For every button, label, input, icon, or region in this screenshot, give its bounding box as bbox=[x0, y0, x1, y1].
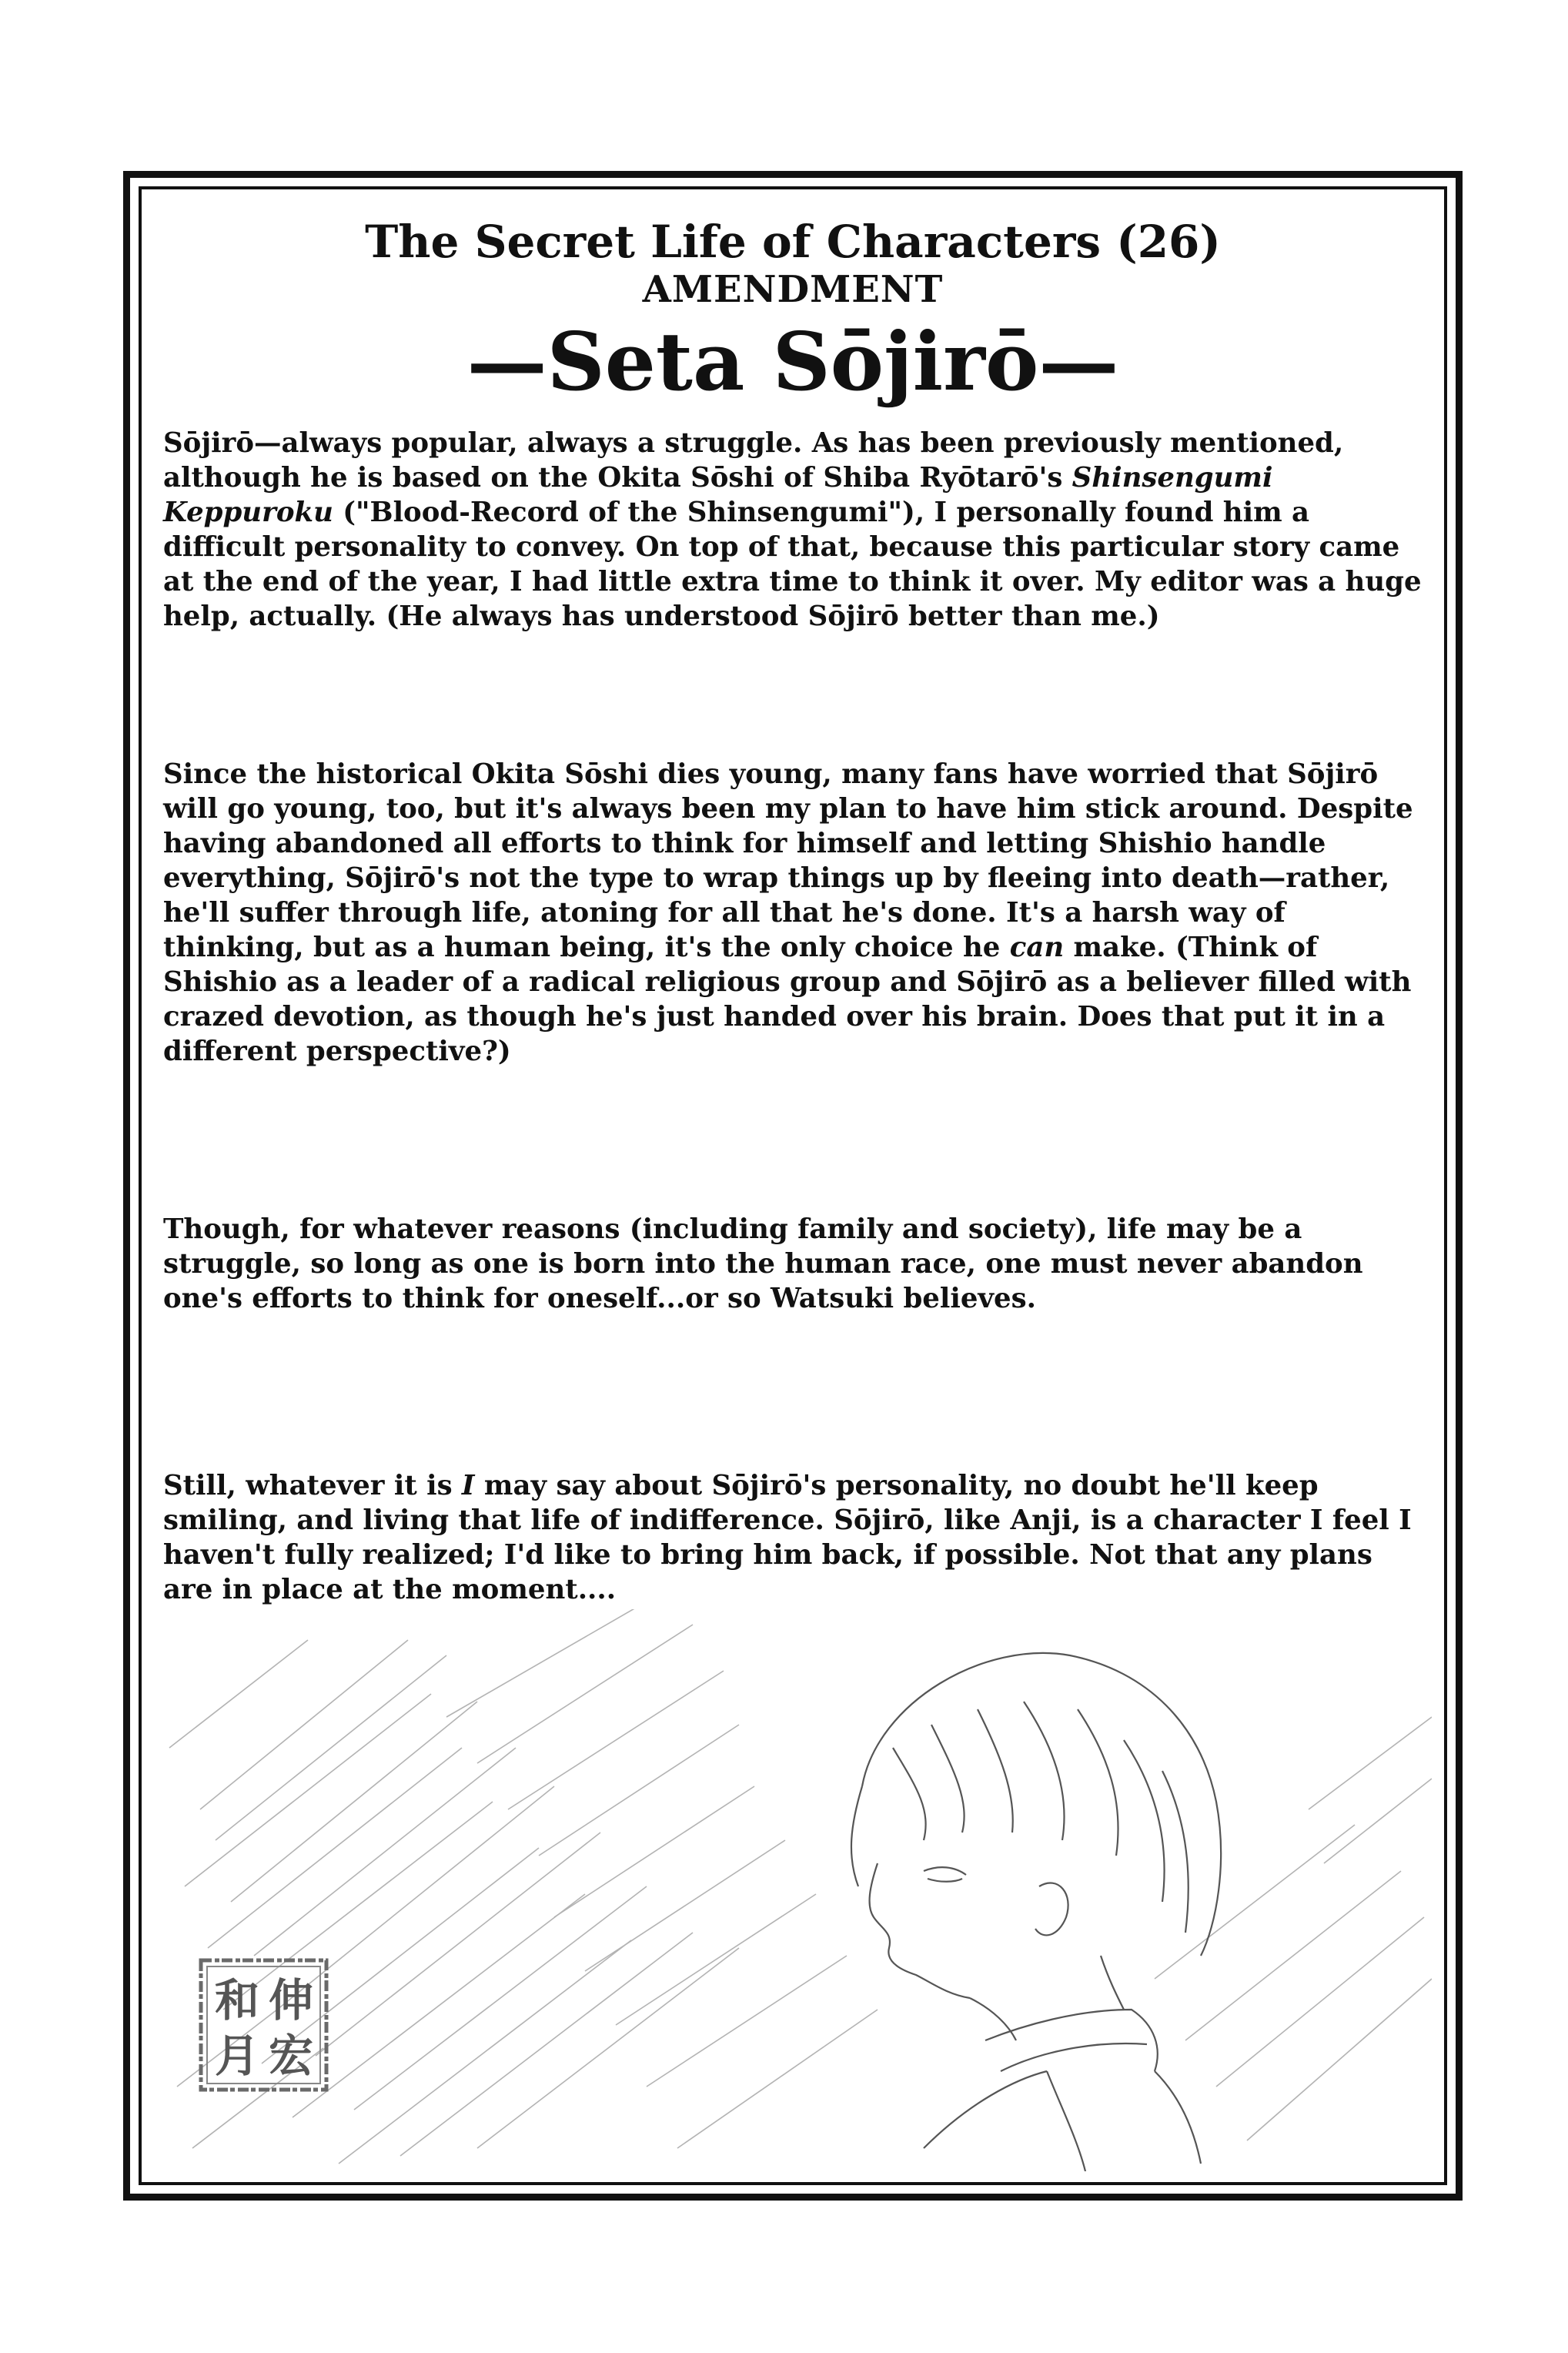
character-sketch bbox=[154, 1609, 1432, 2171]
subtitle: AMENDMENT bbox=[642, 268, 944, 311]
paragraph-2 bbox=[163, 757, 1426, 1069]
paragraph-3-text: Though, for whatever reasons (including family and society), life may be a struggle, so long as one is born into the human race, one must never abandon one's efforts to think for oneself...or so Watsuki believes. bbox=[163, 1213, 1363, 1314]
seal-glyph-3: 宏 bbox=[269, 2030, 314, 2082]
paragraph-4-emphasis: I bbox=[461, 1470, 475, 1501]
paragraph-2-emphasis: can bbox=[1009, 932, 1065, 963]
hatching-strokes bbox=[169, 1609, 1432, 2164]
seal-glyph-2: 和 bbox=[215, 1974, 260, 2027]
paragraph-4-text-b: may say about Sōjirō's personality, no doubt he'll keep smiling, and living that life of indifference. Sōjirō, like Anji, is a character I feel I haven't fully realized; I'd like to bring him back, if possible. Not that any plans are in place at the moment.... bbox=[163, 1470, 1412, 1605]
paragraph-1-text-b: ("Blood-Record of the Shinsengumi"), I personally found him a difficult personality to convey. On top of that, because this particular story came at the end of the year, I had little extra time to think it over. My editor was a huge help, actually. (He always has understood Sōjirō better than me.) bbox=[163, 497, 1422, 632]
paragraph-1-book-title: Shinsengumi Keppuroku bbox=[163, 462, 1273, 528]
seal-glyph-1: 伸 bbox=[269, 1974, 314, 2027]
artist-seal bbox=[196, 1956, 331, 2094]
paragraph-2-text-a: Since the historical Okita Sōshi dies young, many fans have worried that Sōjirō will go young, too, but it's always been my plan to have him stick around. Despite having abandoned all efforts to think for himself and letting Shishio handle everything, Sōjirō's not the type to wrap things up by fleeing into death—rather, he'll suffer through life, atoning for all that he's done. It's a harsh way of thinking, but as a human being, it's the only choice he bbox=[163, 758, 1413, 963]
paragraph-2-text-b: make. (Think of Shishio as a leader of a radical religious group and Sōjirō as a believer filled with crazed devotion, as though he's just handed over his brain. Does that put it in a different perspective?) bbox=[163, 932, 1412, 1067]
paragraph-3 bbox=[163, 1212, 1426, 1316]
seal-glyph-4: 月 bbox=[215, 2030, 260, 2082]
paragraph-1-text-a: Sōjirō—always popular, always a struggle. As has been previously mentioned, although he is based on the Okita Sōshi of Shiba Ryōtarō's bbox=[163, 427, 1344, 494]
paragraph-4-text-a: Still, whatever it is bbox=[163, 1470, 462, 1501]
paragraph-1 bbox=[163, 426, 1426, 634]
series-title: The Secret Life of Characters (26) bbox=[365, 216, 1221, 268]
character-lineart bbox=[851, 1653, 1221, 2171]
paragraph-4 bbox=[163, 1468, 1426, 1607]
character-name: —Seta Sōjirō— bbox=[466, 314, 1119, 409]
title-block bbox=[139, 216, 1447, 408]
